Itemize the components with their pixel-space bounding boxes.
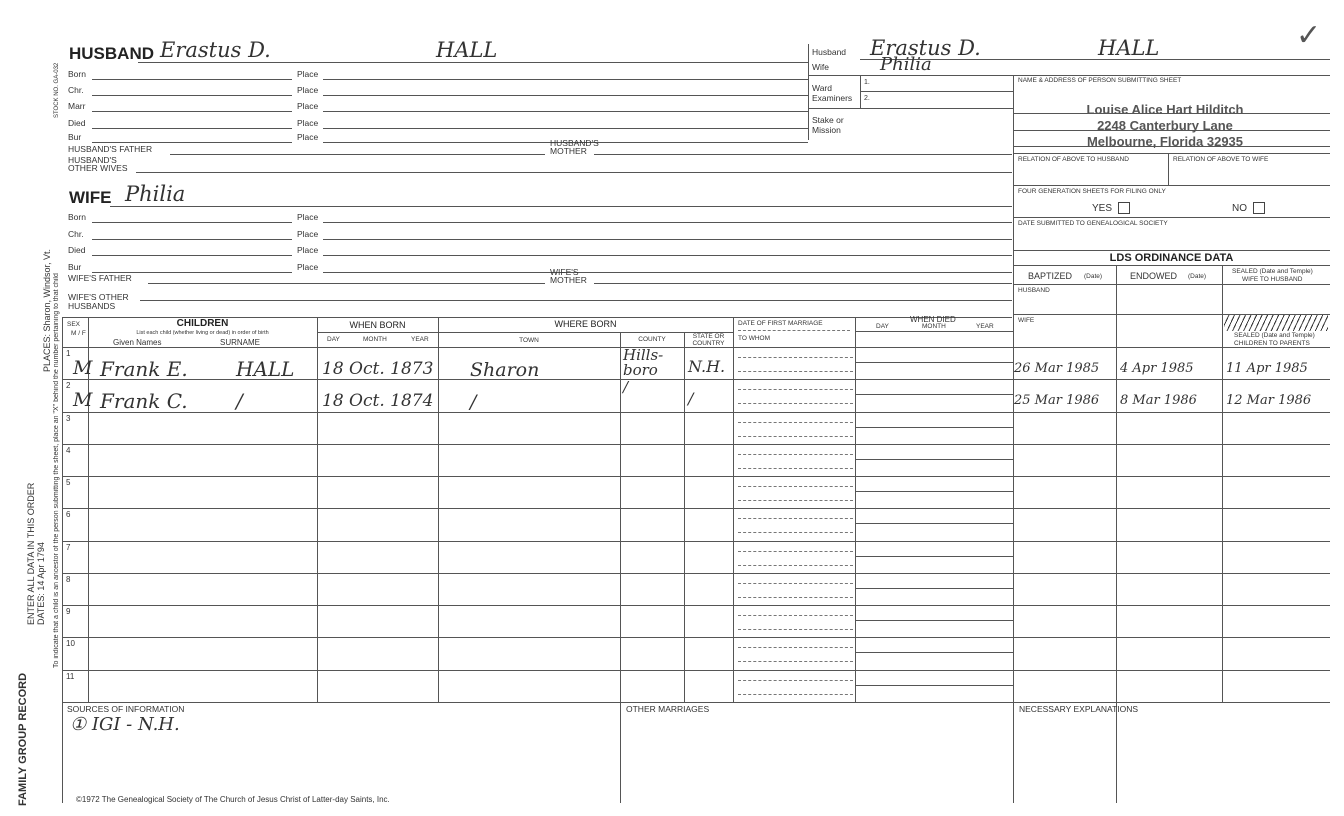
died-date-line: [855, 362, 1013, 363]
husband-father-label: HUSBAND'S FATHER: [68, 144, 153, 154]
born-day-header: DAY: [327, 336, 340, 343]
sealed-wife-label-2: WIFE TO HUSBAND: [1242, 276, 1303, 283]
marriage-date-line: [738, 551, 853, 552]
check-mark: ✓: [1296, 18, 1322, 53]
husband-other-wives-label-1: HUSBAND'S: [68, 155, 117, 165]
row-divider: [62, 670, 1330, 671]
born-year-header: YEAR: [411, 336, 429, 343]
stake-label-1: Stake or: [812, 115, 844, 125]
submitter-street: 2248 Canterbury Lane: [1097, 118, 1233, 133]
husband-born-place-label: Place: [297, 69, 319, 79]
to-whom-header: TO WHOM: [738, 335, 771, 342]
child-birth-town: Sharon: [470, 359, 540, 381]
child-number: 5: [66, 478, 71, 487]
to-whom-line: [738, 694, 853, 695]
state-header-1: STATE OR: [692, 333, 725, 340]
husband-mother-label-2: MOTHER: [550, 146, 587, 156]
husband-marr-place-label: Place: [297, 101, 319, 111]
died-date-line: [855, 620, 1013, 621]
sources-label: SOURCES OF INFORMATION: [67, 704, 185, 714]
to-whom-line: [738, 436, 853, 437]
to-whom-line: [738, 500, 853, 501]
other-marriages-label: OTHER MARRIAGES: [626, 704, 710, 714]
given-names-header: Given Names: [113, 338, 162, 347]
row-divider: [62, 573, 1330, 574]
row-divider: [62, 444, 1330, 445]
marriage-date-line: [738, 583, 853, 584]
no-label: NO: [1232, 203, 1247, 214]
lds-title: LDS ORDINANCE DATA: [1109, 252, 1234, 264]
relation-wife-label: RELATION OF ABOVE TO WIFE: [1173, 156, 1269, 163]
row-divider: [62, 508, 1330, 509]
date-submitted-label: DATE SUBMITTED TO GENEALOGICAL SOCIETY: [1018, 220, 1168, 227]
died-date-line: [855, 394, 1013, 395]
submitter-label: NAME & ADDRESS OF PERSON SUBMITTING SHEET: [1018, 77, 1182, 84]
child-endowed-date: 4 Apr 1985: [1120, 361, 1194, 376]
stake-label-2: Mission: [812, 125, 841, 135]
husband-chr-place-label: Place: [297, 85, 319, 95]
husband-died-place-label: Place: [297, 118, 319, 128]
sealed-child-label-1: SEALED (Date and Temple): [1234, 332, 1315, 339]
child-birth-state: /: [688, 389, 694, 408]
marriage-date-line: [738, 454, 853, 455]
mf-header: M / F: [71, 330, 86, 337]
dates-note: DATES: 14 Apr 1794: [36, 542, 46, 625]
died-date-line: [855, 556, 1013, 557]
child-birth-county: Hills-boro: [623, 346, 664, 379]
baptized-label: BAPTIZED: [1028, 271, 1073, 281]
children-header: CHILDREN: [176, 318, 229, 329]
box-wife-name: Philia: [880, 54, 932, 75]
child-surname: /: [236, 389, 243, 413]
ancestor-note: To indicate that a child is an ancestor of the person submitting the sheet, place an "X" behind the number pertaining to that child: [53, 273, 60, 668]
marriage-date-line: [738, 518, 853, 519]
to-whom-line: [738, 629, 853, 630]
child-birth-state: N.H.: [688, 357, 726, 376]
marriage-date-line: [738, 389, 853, 390]
row-divider: [62, 637, 1330, 638]
child-number: 8: [66, 575, 71, 584]
wife-other-husbands-label-1: WIFE'S OTHER: [68, 292, 129, 302]
died-date-line: [855, 588, 1013, 589]
child-sealed-date: 11 Apr 1985: [1226, 361, 1308, 376]
examiners-label: Examiners: [812, 93, 853, 103]
explanations-label: NECESSARY EXPLANATIONS: [1019, 704, 1139, 714]
born-month-header: MONTH: [363, 336, 387, 343]
submitter-name: Louise Alice Hart Hilditch: [1086, 102, 1244, 117]
child-number: 2: [66, 381, 71, 390]
baptized-sub: (Date): [1084, 273, 1103, 280]
wife-born-place-label: Place: [297, 212, 319, 222]
marriage-date-line: [738, 615, 853, 616]
copyright: ©1972 The Genealogical Society of The Church of Jesus Christ of Latter-day Saints, Inc.: [76, 795, 390, 804]
child-sex: M: [73, 357, 93, 379]
child-number: 10: [66, 639, 75, 648]
sealed-wife-label-1: SEALED (Date and Temple): [1232, 268, 1313, 275]
died-year-header: YEAR: [976, 323, 994, 330]
wife-sealed-hatch: [1224, 315, 1328, 331]
wife-died-place-label: Place: [297, 245, 319, 255]
child-birth-date: 18 Oct. 1874: [322, 391, 434, 411]
child-surname: HALL: [236, 357, 295, 381]
husband-other-wives-label-2: OTHER WIVES: [68, 163, 128, 173]
died-date-line: [855, 427, 1013, 428]
box-husband-given: Erastus D.: [870, 36, 981, 60]
box-husband-label: Husband: [812, 47, 847, 57]
wife-died-label: Died: [68, 245, 86, 255]
to-whom-line: [738, 661, 853, 662]
husband-born-label: Born: [68, 69, 86, 79]
child-number: 1: [66, 349, 71, 358]
examiner-1: 1.: [864, 79, 870, 86]
husband-died-label: Died: [68, 118, 86, 128]
died-day-header: DAY: [876, 323, 889, 330]
to-whom-line: [738, 403, 853, 404]
endowed-sub: (Date): [1188, 273, 1207, 280]
endowed-label: ENDOWED: [1130, 271, 1177, 281]
marriage-date-line: [738, 422, 853, 423]
child-number: 11: [66, 672, 75, 681]
died-date-line: [855, 459, 1013, 460]
state-header-2: COUNTRY: [692, 340, 725, 347]
wife-chr-place-label: Place: [297, 229, 319, 239]
child-baptized-date: 25 Mar 1986: [1014, 393, 1100, 408]
wife-born-label: Born: [68, 212, 86, 222]
child-number: 3: [66, 414, 71, 423]
box-wife-label: Wife: [812, 62, 829, 72]
lds-husband-label: HUSBAND: [1018, 287, 1050, 294]
child-sealed-date: 12 Mar 1986: [1226, 393, 1312, 408]
husband-heading: HUSBAND: [69, 44, 154, 63]
child-number: 7: [66, 543, 71, 552]
sources-value: ① IGI - N.H.: [70, 714, 180, 735]
child-given-name: Frank C.: [100, 389, 188, 413]
to-whom-line: [738, 371, 853, 372]
row-divider: [62, 412, 1330, 413]
lds-wife-label: WIFE: [1018, 317, 1035, 324]
died-date-line: [855, 491, 1013, 492]
places-note: PLACES: Sharon, Windsor, Vt.: [42, 248, 52, 372]
stock-number: STOCK NO. GA-032: [54, 62, 60, 118]
wife-given-name: Philia: [125, 182, 186, 206]
row-divider: [62, 605, 1330, 606]
first-marriage-header: DATE OF FIRST MARRIAGE: [738, 320, 823, 327]
child-baptized-date: 26 Mar 1985: [1014, 361, 1100, 376]
husband-given-name: Erastus D.: [160, 38, 271, 62]
wife-mother-label-1: WIFE'S: [550, 267, 579, 277]
to-whom-line: [738, 468, 853, 469]
box-husband-surname: HALL: [1098, 36, 1160, 60]
wife-father-label: WIFE'S FATHER: [68, 273, 132, 283]
submitter-city: Melbourne, Florida 32935: [1086, 134, 1244, 149]
marriage-date-line: [738, 647, 853, 648]
surname-header: SURNAME: [220, 338, 261, 347]
side-title: FAMILY GROUP RECORD: [17, 672, 29, 806]
county-header: COUNTY: [638, 336, 666, 343]
died-date-line: [855, 652, 1013, 653]
child-sex: M: [73, 389, 93, 411]
husband-bur-place-label: Place: [297, 132, 319, 142]
wife-heading: WIFE: [69, 188, 112, 207]
child-birth-town: /: [470, 391, 477, 413]
row-divider: [62, 476, 1330, 477]
where-born-header: WHERE BORN: [554, 319, 617, 329]
no-checkbox[interactable]: [1253, 202, 1265, 214]
child-number: 6: [66, 510, 71, 519]
to-whom-line: [738, 565, 853, 566]
ward-label: Ward: [812, 83, 832, 93]
to-whom-line: [738, 597, 853, 598]
marriage-date-line: [738, 486, 853, 487]
child-number: 9: [66, 607, 71, 616]
when-died-header: WHEN DIED: [910, 315, 956, 324]
marriage-date-line: [738, 680, 853, 681]
examiner-2: 2.: [864, 95, 870, 102]
sealed-child-label-2: CHILDREN TO PARENTS: [1234, 340, 1310, 347]
sex-header: SEX: [67, 321, 81, 328]
died-date-line: [855, 685, 1013, 686]
children-list-note: List each child (whether living or dead) in order of birth: [136, 330, 269, 336]
order-note: ENTER ALL DATA IN THIS ORDER: [26, 482, 36, 625]
wife-bur-label: Bur: [68, 262, 82, 272]
child-number: 4: [66, 446, 71, 455]
husband-surname: HALL: [436, 38, 498, 62]
yes-checkbox[interactable]: [1118, 202, 1130, 214]
child-birth-date: 18 Oct. 1873: [322, 359, 434, 379]
relation-husband-label: RELATION OF ABOVE TO HUSBAND: [1018, 156, 1129, 163]
wife-mother-label-2: MOTHER: [550, 275, 587, 285]
died-month-header: MONTH: [922, 323, 946, 330]
town-header: TOWN: [519, 337, 539, 344]
husband-mother-label-1: HUSBAND'S: [550, 138, 599, 148]
wife-chr-label: Chr.: [68, 229, 84, 239]
four-gen-label: FOUR GENERATION SHEETS FOR FILING ONLY: [1018, 188, 1166, 195]
marriage-date-line: [738, 357, 853, 358]
wife-bur-place-label: Place: [297, 262, 319, 272]
died-date-line: [855, 523, 1013, 524]
when-born-header: WHEN BORN: [349, 320, 406, 330]
wife-other-husbands-label-2: HUSBANDS: [68, 301, 116, 311]
to-whom-line: [738, 532, 853, 533]
child-birth-county: /: [623, 378, 629, 396]
yes-label: YES: [1092, 203, 1113, 214]
husband-marr-label: Marr: [68, 101, 86, 111]
child-endowed-date: 8 Mar 1986: [1120, 393, 1197, 408]
row-divider: [62, 541, 1330, 542]
child-given-name: Frank E.: [100, 357, 188, 381]
husband-chr-label: Chr.: [68, 85, 84, 95]
husband-bur-label: Bur: [68, 132, 82, 142]
